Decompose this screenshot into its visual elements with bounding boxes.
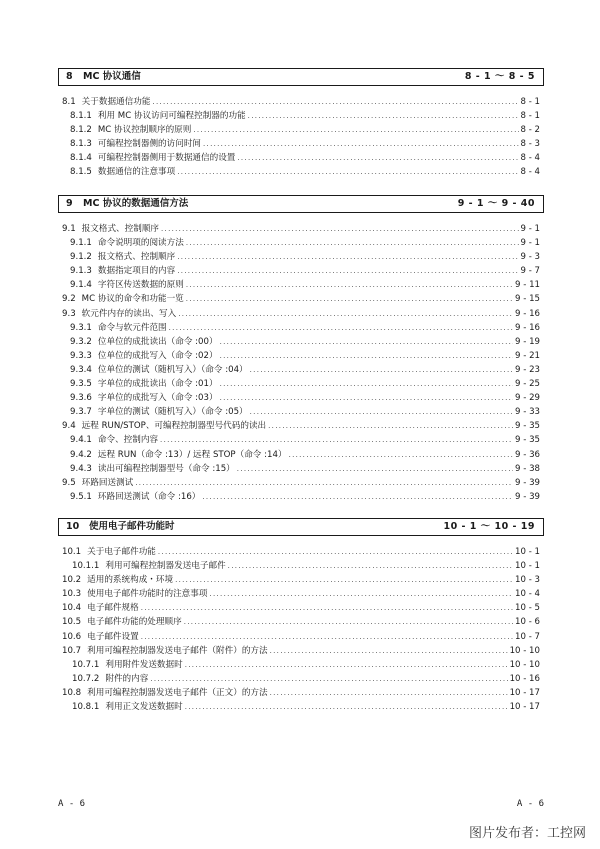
- toc-entry[interactable]: [62, 377, 540, 391]
- section-title: 利用可编程控制器发送电子邮件（正文）的方法: [87, 687, 268, 698]
- section-title: 利用可编程控制器发送电子邮件（附件）的方法: [87, 645, 268, 656]
- section-title: 利用 MC 协议访问可编程控制器的功能: [97, 111, 246, 122]
- section-number: 9.1.3: [70, 266, 92, 277]
- page-reference: 8 - 1: [520, 97, 540, 107]
- page-reference: 10 - 7: [515, 631, 540, 642]
- section-number: 10.5: [62, 617, 82, 628]
- page-reference: 9 - 16: [515, 322, 540, 333]
- chapter-title: 使用电子邮件功能时: [89, 521, 175, 532]
- section-title: 字单位的成批读出（命令 :01）: [97, 379, 218, 390]
- page-reference: 9 - 39: [515, 491, 540, 502]
- dot-leader: [185, 700, 508, 714]
- section-title: 远程 RUN（命令 :13）/ 远程 STOP（命令 :14）: [97, 449, 287, 460]
- chapter-number: 8: [66, 71, 73, 82]
- toc-entry[interactable]: [62, 433, 540, 447]
- section-title: 电子邮件规格: [87, 603, 139, 614]
- page-reference: 10 - 17: [509, 687, 540, 698]
- section-number: 10.6: [62, 631, 82, 642]
- section-number: 10.4: [62, 603, 82, 614]
- chapter-title: MC 协议的数据通信方法: [83, 198, 189, 209]
- page-reference: 9 - 38: [515, 463, 540, 474]
- section-title: 利用可编程控制器发送电子邮件: [105, 561, 226, 572]
- page-reference: 10 - 10: [509, 659, 540, 670]
- toc-entry[interactable]: [62, 559, 540, 573]
- dot-leader: [250, 405, 513, 419]
- section-title: 字单位的成批写入（命令 :03）: [97, 393, 218, 404]
- dot-leader: [177, 165, 518, 179]
- section-number: 9.4.2: [70, 449, 92, 460]
- toc-entry[interactable]: [62, 137, 540, 151]
- section-number: 9.3.4: [70, 364, 92, 375]
- page-reference: 10 - 1: [515, 561, 540, 572]
- page-reference: 10 - 6: [515, 617, 540, 628]
- toc-entry[interactable]: [62, 335, 540, 349]
- page-reference: 9 - 23: [515, 364, 540, 375]
- dot-leader: [270, 644, 508, 658]
- page-reference: 8 - 3: [520, 139, 540, 150]
- toc-entry[interactable]: [62, 278, 540, 292]
- section-number: 10.1.1: [72, 561, 100, 572]
- chapter-page-range: 10 - 1 ～ 10 - 19: [443, 521, 535, 532]
- toc-entry[interactable]: [62, 587, 540, 601]
- section-title: 电子邮件设置: [87, 631, 139, 642]
- toc-entry[interactable]: [62, 222, 540, 236]
- section-number: 9.3.5: [70, 379, 92, 390]
- page-reference: 8 - 1: [520, 111, 540, 122]
- section-number: 9.2: [62, 294, 76, 305]
- toc-entry[interactable]: [62, 644, 540, 658]
- section-title: 适用的系统构成・环境: [87, 575, 174, 586]
- dot-leader: [237, 151, 518, 165]
- dot-leader: [178, 307, 513, 321]
- section-number: 10.8: [62, 687, 82, 698]
- section-title: 报文格式、控制顺序: [81, 224, 160, 234]
- chapter-9-header: [58, 195, 544, 213]
- toc-entry[interactable]: [62, 490, 540, 504]
- section-title: 位单位的成批写入（命令 :02）: [97, 350, 218, 361]
- page-reference: 8 - 2: [520, 125, 540, 136]
- section-number: 8.1.2: [70, 125, 92, 136]
- dot-leader: [161, 222, 518, 236]
- dot-leader: [175, 573, 513, 587]
- section-title: 报文格式、控制顺序: [97, 252, 176, 263]
- section-title: 关于数据通信功能: [81, 97, 151, 107]
- section-title: 位单位的成批读出（命令 :00）: [97, 336, 218, 347]
- section-title: 读出可编程控制器型号（命令 :15）: [97, 463, 235, 474]
- chapter-8-entries: [62, 95, 540, 180]
- dot-leader: [185, 658, 508, 672]
- dot-leader: [248, 109, 519, 123]
- footer-page-right: A - 6: [516, 799, 544, 809]
- toc-entry[interactable]: [62, 264, 540, 278]
- dot-leader: [186, 236, 519, 250]
- toc-entry[interactable]: [62, 307, 540, 321]
- section-title: 可编程控制器侧的访问时间: [97, 139, 202, 150]
- section-title: MC 协议控制顺序的原则: [97, 125, 192, 136]
- chapter-10-header: [58, 518, 544, 536]
- chapter-8-header: [58, 68, 544, 86]
- page-reference: 9 - 1: [520, 238, 540, 249]
- chapter-number: 10: [66, 521, 80, 532]
- section-number: 9.3.3: [70, 350, 92, 361]
- page-reference: 9 - 15: [515, 294, 540, 305]
- toc-entry[interactable]: [62, 391, 540, 405]
- page-reference: 9 - 3: [520, 252, 540, 263]
- dot-leader: [184, 615, 513, 629]
- toc-entry[interactable]: [62, 95, 540, 109]
- dot-leader: [193, 123, 518, 137]
- chapter-number: 9: [66, 198, 73, 209]
- section-title: 环路回送测试: [81, 477, 134, 488]
- dot-leader: [220, 377, 513, 391]
- dot-leader: [177, 264, 518, 278]
- dot-leader: [220, 335, 513, 349]
- section-number: 9.3.1: [70, 322, 92, 333]
- section-title: 命令说明项的阅读方法: [97, 238, 184, 249]
- page-reference: 9 - 35: [515, 421, 540, 432]
- page-reference: 9 - 39: [515, 477, 540, 488]
- section-title: 关于电子邮件功能: [87, 547, 156, 557]
- section-title: 可编程控制器侧用于数据通信的设置: [97, 153, 236, 164]
- dot-leader: [202, 490, 513, 504]
- page-reference: 10 - 4: [515, 589, 540, 600]
- section-number: 8.1.1: [70, 111, 92, 122]
- section-title: 命令与软元件范围: [97, 322, 167, 333]
- toc-entry[interactable]: [62, 672, 540, 686]
- chapter-9-entries: [62, 222, 540, 504]
- section-title: 位单位的测试（随机写入）（命令 :04）: [97, 364, 248, 375]
- page-reference: 10 - 17: [509, 702, 540, 713]
- section-number: 10.7: [62, 645, 82, 656]
- section-number: 8.1: [62, 97, 76, 107]
- toc-entry[interactable]: [62, 349, 540, 363]
- section-title: 命令、控制内容: [97, 435, 159, 446]
- section-number: 9.1.2: [70, 252, 92, 263]
- page-reference: 9 - 11: [515, 280, 540, 291]
- toc-entry[interactable]: [62, 151, 540, 165]
- dot-leader: [169, 321, 513, 335]
- section-number: 10.1: [62, 547, 82, 557]
- toc-entry[interactable]: [62, 405, 540, 419]
- footer-page-left: A - 6: [58, 799, 86, 809]
- section-title: 附件的内容: [105, 673, 149, 684]
- dot-leader: [268, 419, 513, 433]
- chapter-10-entries: [62, 545, 540, 714]
- section-number: 10.8.1: [72, 702, 100, 713]
- dot-leader: [220, 391, 513, 405]
- dot-leader: [250, 363, 513, 377]
- toc-entry[interactable]: [62, 545, 540, 559]
- section-title: 数据通信的注意事项: [97, 167, 176, 178]
- chapter-title: MC 协议通信: [83, 71, 141, 82]
- toc-entry[interactable]: [62, 250, 540, 264]
- page-reference: 10 - 10: [509, 645, 540, 656]
- toc-entry[interactable]: [62, 462, 540, 476]
- chapter-page-range: 9 - 1 ～ 9 - 40: [457, 198, 535, 209]
- page-reference: 9 - 29: [515, 393, 540, 404]
- toc-entry[interactable]: [62, 363, 540, 377]
- toc-entry[interactable]: [62, 292, 540, 306]
- section-title: 利用附件发送数据时: [105, 659, 183, 670]
- section-number: 9.3: [62, 308, 76, 319]
- dot-leader: [150, 672, 507, 686]
- toc-entry[interactable]: [62, 658, 540, 672]
- section-title: 字符区传送数据的原则: [97, 280, 184, 291]
- section-number: 9.1.4: [70, 280, 92, 291]
- page-reference: 9 - 33: [515, 407, 540, 418]
- page-reference: 9 - 36: [515, 449, 540, 460]
- page-reference: 9 - 16: [515, 308, 540, 319]
- toc-entry[interactable]: [62, 573, 540, 587]
- section-title: 环路回送测试（命令 :16）: [97, 491, 201, 502]
- section-title: 远程 RUN/STOP、可编程控制器型号代码的读出: [81, 421, 267, 432]
- page-reference: 8 - 4: [520, 167, 540, 178]
- page-reference: 9 - 25: [515, 379, 540, 390]
- section-number: 10.3: [62, 589, 82, 600]
- dot-leader: [141, 601, 513, 615]
- dot-leader: [228, 559, 513, 573]
- section-number: 9.3.6: [70, 393, 92, 404]
- dot-leader: [270, 686, 508, 700]
- dot-leader: [220, 349, 513, 363]
- toc-entry[interactable]: [62, 109, 540, 123]
- section-number: 9.4.3: [70, 463, 92, 474]
- section-title: 数据指定项目的内容: [97, 266, 176, 277]
- dot-leader: [177, 250, 518, 264]
- section-number: 8.1.3: [70, 139, 92, 150]
- page-reference: 10 - 5: [515, 603, 540, 614]
- dot-leader: [237, 462, 513, 476]
- dot-leader: [203, 137, 518, 151]
- dot-leader: [186, 278, 513, 292]
- section-number: 9.5.1: [70, 491, 92, 502]
- toc-entry[interactable]: [62, 321, 540, 335]
- section-number: 8.1.5: [70, 167, 92, 178]
- dot-leader: [152, 95, 518, 109]
- dot-leader: [160, 433, 513, 447]
- section-number: 9.4.1: [70, 435, 92, 446]
- section-title: MC 协议的命令和功能一览: [81, 294, 184, 305]
- publisher-watermark: 图片发布者：工控网: [468, 826, 586, 841]
- section-number: 9.1: [62, 224, 76, 234]
- chapter-page-range: 8 - 1 ～ 8 - 5: [464, 71, 535, 82]
- page-reference: 10 - 3: [515, 575, 540, 586]
- section-number: 9.3.2: [70, 336, 92, 347]
- section-number: 10.2: [62, 575, 82, 586]
- toc-entry[interactable]: [62, 700, 540, 714]
- page-reference: 10 - 1: [515, 547, 540, 557]
- toc-entry[interactable]: [62, 615, 540, 629]
- page-reference: 9 - 7: [520, 266, 540, 277]
- page-reference: 9 - 19: [515, 336, 540, 347]
- dot-leader: [158, 545, 513, 559]
- toc-entry[interactable]: [62, 123, 540, 137]
- section-number: 10.7.1: [72, 659, 100, 670]
- page-reference: 8 - 4: [520, 153, 540, 164]
- page-reference: 9 - 21: [515, 350, 540, 361]
- toc-entry[interactable]: [62, 601, 540, 615]
- toc-entry[interactable]: [62, 419, 540, 433]
- dot-leader: [289, 448, 513, 462]
- section-title: 字单位的测试（随机写入）（命令 :05）: [97, 407, 248, 418]
- toc-entry[interactable]: [62, 448, 540, 462]
- dot-leader: [135, 476, 513, 490]
- toc-entry[interactable]: [62, 236, 540, 250]
- section-title: 使用电子邮件功能时的注意事项: [87, 589, 208, 600]
- page-reference: 9 - 1: [520, 224, 540, 234]
- dot-leader: [209, 587, 513, 601]
- section-number: 9.1.1: [70, 238, 92, 249]
- section-number: 9.3.7: [70, 407, 92, 418]
- toc-entry[interactable]: [62, 165, 540, 179]
- toc-entry[interactable]: [62, 686, 540, 700]
- toc-entry[interactable]: [62, 630, 540, 644]
- section-number: 9.5: [62, 477, 76, 488]
- section-number: 9.4: [62, 421, 76, 432]
- page-reference: 10 - 16: [509, 673, 540, 684]
- toc-entry[interactable]: [62, 476, 540, 490]
- section-number: 10.7.2: [72, 673, 100, 684]
- section-title: 软元件内存的读出、写入: [81, 308, 177, 319]
- section-title: 电子邮件功能的处理顺序: [87, 617, 182, 628]
- section-number: 8.1.4: [70, 153, 92, 164]
- section-title: 利用正文发送数据时: [105, 702, 183, 713]
- dot-leader: [186, 292, 513, 306]
- dot-leader: [141, 630, 513, 644]
- page-reference: 9 - 35: [515, 435, 540, 446]
